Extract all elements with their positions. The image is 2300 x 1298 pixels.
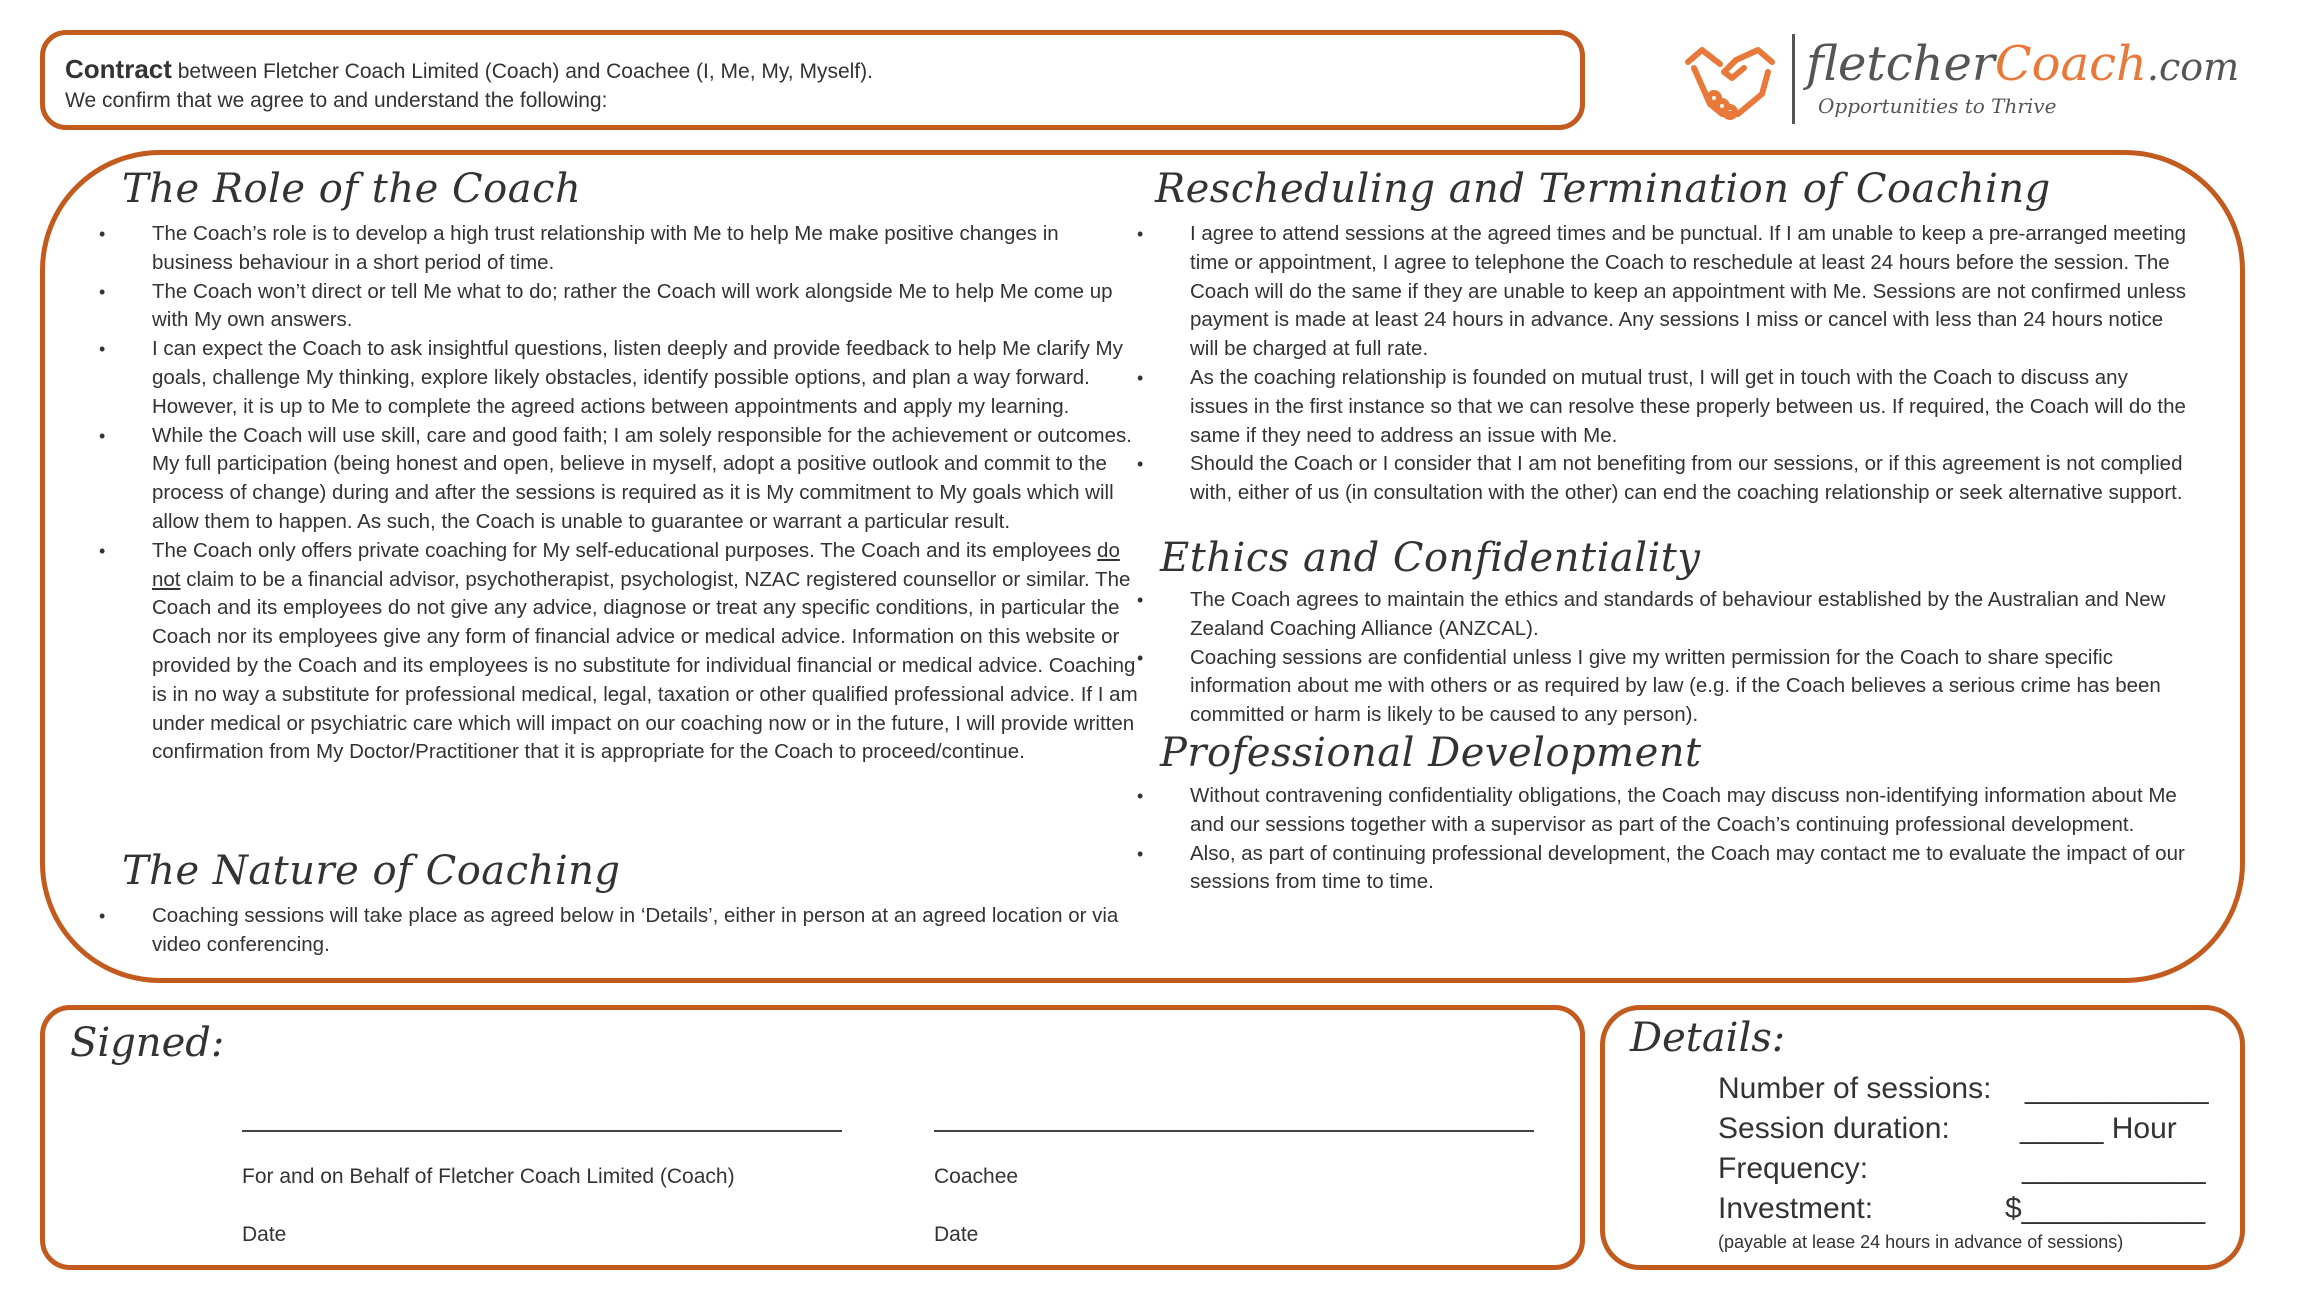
sessions-label: Number of sessions: [1718, 1072, 1992, 1105]
contract-confirm-text: We confirm that we agree to and understand the following: [65, 89, 608, 112]
investment-field[interactable]: $___________ [2005, 1192, 2206, 1225]
duration-label: Session duration: [1718, 1112, 1950, 1145]
list-item [152, 537, 1142, 767]
nature-title: The Nature of Coaching [122, 848, 621, 894]
coachee-date-label: Date [934, 1223, 979, 1246]
details-title: Details: [1630, 1015, 1786, 1061]
logo-word-com: .com [2146, 45, 2240, 89]
frequency-label: Frequency: [1718, 1152, 1869, 1185]
list-item: • Also, as part of continuing professional development, the Coach may contact me to evaluate the impact of our sessions from time to time. [1190, 840, 2190, 898]
list-item-underlined: do not [152, 538, 1120, 591]
nature-list [152, 902, 1142, 960]
ethics-title: Ethics and Confidentiality [1160, 535, 1701, 581]
list-item: • The Coach agrees to maintain the ethics and standards of behaviour established by the Australian and New Zealand Coaching Alliance (ANZCAL). [1190, 586, 2190, 644]
investment-label: Investment: [1718, 1192, 1874, 1225]
professional-title: Professional Development [1160, 730, 1702, 776]
logo-word-fletcher: fletcher [1806, 36, 1995, 92]
payment-note: (payable at lease 24 hours in advance of sessions) [1718, 1232, 2124, 1252]
sessions-field[interactable]: ___________ [2025, 1072, 2209, 1105]
fletchercoach-logo [1680, 32, 2240, 132]
logo-wordmark [1806, 36, 2239, 95]
list-item: • As the coaching relationship is founded on mutual trust, I will get in touch with the Coach to discuss any issues in the first instance so that we can resolve these properly between us. If required, the Coach will do the same if they need to address an issue with Me. [1190, 364, 2190, 450]
ethics-list [1190, 586, 2190, 730]
list-item: • While the Coach will use skill, care and good faith; I am solely responsible for the achievement or outcomes. My full participation (being honest and open, believe in myself, adopt a positive outlook and commit to the process of change) during and after the sessions is required as it is My commitment to My goals which will allow them to happen. As such, the Coach is unable to guarantee or warrant a particular result. [152, 422, 1142, 537]
list-item: • The Coach won’t direct or tell Me what to do; rather the Coach will work alongside Me to help Me come up with My own answers. [152, 278, 1142, 336]
professional-list [1190, 782, 2190, 897]
list-item: • The Coach’s role is to develop a high trust relationship with Me to help Me make positive changes in business behaviour in a short period of time. [152, 220, 1142, 278]
handshake-icon [1680, 32, 1780, 132]
rescheduling-title: Rescheduling and Termination of Coaching [1155, 166, 2051, 212]
coach-date-label: Date [242, 1223, 287, 1246]
list-item: • I can expect the Coach to ask insightful questions, listen deeply and provide feedback to help Me clarify My goals, challenge My thinking, explore likely obstacles, identify possible options, and plan a way forward. However, it is up to Me to complete the agreed actions between appointments and apply my learning. [152, 335, 1142, 421]
contract-header [40, 30, 1585, 130]
role-title: The Role of the Coach [122, 166, 582, 212]
duration-field[interactable]: _____ Hour [2020, 1112, 2177, 1145]
list-item: • Coaching sessions will take place as agreed below in ‘Details’, either in person at an agreed location or via video conferencing. [152, 902, 1142, 960]
frequency-field[interactable]: ___________ [2022, 1152, 2206, 1185]
coachee-signature-label: Coachee [934, 1165, 1019, 1188]
list-item: • Without contravening confidentiality obligations, the Coach may discuss non-identifying information about Me and our sessions together with a supervisor as part of the Coach’s continuing professional development. [1190, 782, 2190, 840]
list-item-text: The Coach only offers private coaching for My self-educational purposes. The Coach and its employees [152, 538, 1098, 562]
coachee-signature-line[interactable] [934, 1130, 1534, 1132]
contract-intro [65, 55, 1580, 86]
list-item: • Should the Coach or I consider that I am not benefiting from our sessions, or if this agreement is not complied with, either of us (in consultation with the other) can end the coaching relationship or seek alternative support. [1190, 450, 2190, 508]
coach-signature-line[interactable] [242, 1130, 842, 1132]
list-item: • I agree to attend sessions at the agreed times and be punctual. If I am unable to keep a pre-arranged meeting time or appointment, I agree to telephone the Coach to reschedule at least 24 hours before the session. The Coach will do the same if they are unable to keep an appointment with Me. Sessions are not confirmed unless payment is made at least 24 hours in advance. Any sessions I miss or cancel with less than 24 hours notice will be charged at full rate. [1190, 220, 2190, 364]
logo-divider [1792, 34, 1795, 124]
contract-intro-text: between Fletcher Coach Limited (Coach) and Coachee (I, Me, My, Myself). [171, 60, 873, 83]
rescheduling-list [1190, 220, 2190, 508]
coach-signature-label: For and on Behalf of Fletcher Coach Limited (Coach) [242, 1165, 735, 1188]
signed-title: Signed: [70, 1020, 225, 1066]
logo-tagline: Opportunities to Thrive [1818, 94, 2057, 118]
contract-bold-label: Contract [65, 54, 172, 84]
role-list [152, 220, 1142, 767]
list-item: • Coaching sessions are confidential unless I give my written permission for the Coach to share specific information about me with others or as required by law (e.g. if the Coach believes a serious crime has been committed or harm is likely to be caused to any person). [1190, 644, 2190, 730]
logo-word-coach: Coach [1994, 36, 2147, 92]
list-item-text: claim to be a financial advisor, psychotherapist, psychologist, NZAC registered counsellor or similar. The Coach and its employees do not give any advice, diagnose or treat any specific conditions, in particular the Coach nor its employees give any form of financial advice or medical advice. Information on this website or provided by the Coach and its employees is no substitute for individual financial or medical advice. Coaching is in no way a substitute for professional medical, legal, taxation or other qualified professional advice. If I am under medical or psychiatric care which will impact on our coaching now or in the future, I will provide written confirmation from My Doctor/Practitioner that it is appropriate for the Coach to proceed/continue. [152, 567, 1138, 764]
